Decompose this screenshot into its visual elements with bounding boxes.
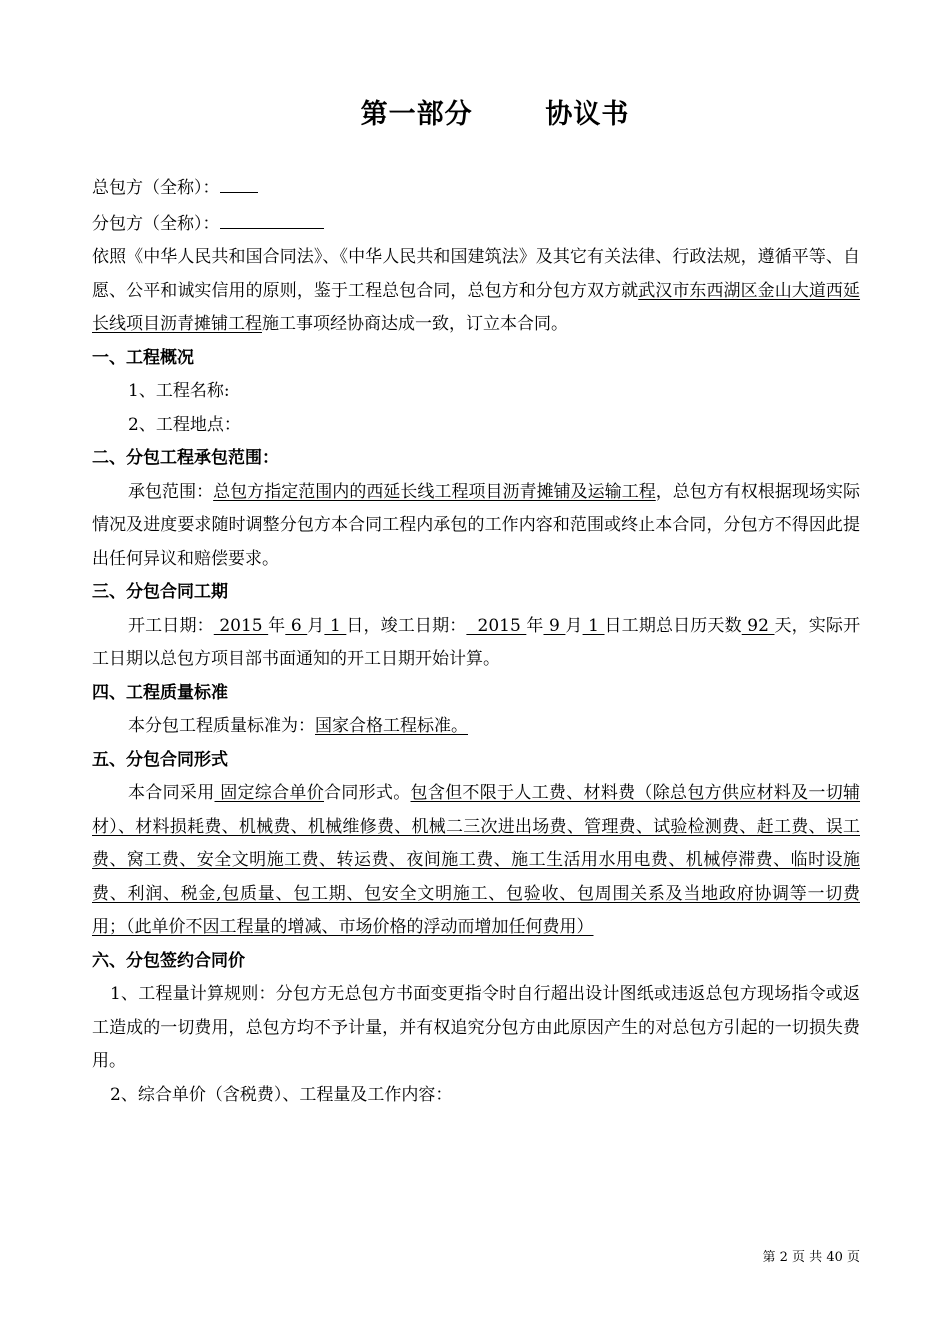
start-label: 开工日期： bbox=[128, 615, 214, 636]
start-year: 2015 bbox=[213, 615, 269, 636]
end-year: 2015 bbox=[466, 615, 527, 636]
day-unit-1: 日，竣工日期： bbox=[346, 615, 467, 636]
scope-text: 总包方指定范围内的西延长线工程项目沥青摊铺及运输工程 bbox=[213, 481, 656, 502]
year-unit-1: 年 bbox=[268, 615, 286, 636]
subcontractor-blank bbox=[220, 206, 324, 229]
year-unit-2: 年 bbox=[526, 615, 544, 636]
scope-label: 承包范围： bbox=[128, 481, 214, 502]
duration-rest: 天，实际开工日期以总包方项目部书面通知的开工日期开始计算。 bbox=[92, 615, 861, 669]
scope-rest: ，总包方有权根据现场实际情况及进度要求随时调整分包方本合同工程内承包的工作内容和范围或终止本合同，分包方不得因此提出任何异议和赔偿要求。 bbox=[92, 481, 861, 569]
section4-paragraph bbox=[92, 710, 860, 744]
section4-heading: 四、工程质量标准 bbox=[92, 682, 228, 703]
section1-item2: 2、工程地点： bbox=[128, 414, 241, 435]
intro-text-1: 依照《中华人民共和国合同法》、《中华人民共和国建筑法》及其它有关法律、行政法规，遵循平等、自愿、公平和诚实信用的原则，鉴于工程总包合同，总包方和分包方双方就 bbox=[92, 247, 860, 301]
section6-item1: 1、工程量计算规则：分包方无总包方书面变更指令时自行超出设计图纸或违返总包方现场指令或返工造成的一切费用，总包方均不予计量，并有权追究分包方由此原因产生的对总包方引起的一切损失费用。 bbox=[92, 984, 860, 1071]
intro-text-2: 施工事项经协商达成一致，订立本合同。 bbox=[262, 314, 568, 334]
page-number: 第 2 页 共 40 页 bbox=[762, 1250, 860, 1265]
section1-item1: 1、工程名称: bbox=[128, 381, 230, 401]
month-unit-1: 月 bbox=[307, 615, 325, 636]
total-days: 92 bbox=[741, 615, 775, 636]
page-title: 第一部分 协议书 bbox=[360, 99, 630, 130]
section3-paragraph bbox=[92, 610, 860, 677]
price-inclusions: 包含但不限于人工费、材料费（除总包方供应材料及一切辅材）、材料损耗费、机械费、机械维修费、机械二三次进出场费、管理费、试验检测费、赶工费、误工费、窝工费、安全文明施工费、转运费、夜间施工费、施工生活用水用电费、机械停滞费、临时设施费、利润、税金,包质量、包工期、包安全文明施工、包验收、包周围关系及当地政府协调等一切费用；（此单价不因工程量的增减、市场价格的浮动而增加任何费用） bbox=[92, 783, 861, 937]
subcontractor-line bbox=[92, 206, 860, 242]
intro-paragraph bbox=[92, 241, 860, 342]
contractor-label: 总包方（全称）： bbox=[92, 178, 220, 198]
document-body bbox=[92, 170, 860, 1112]
section1-heading: 一、工程概况 bbox=[92, 347, 194, 368]
end-day: 1 bbox=[582, 615, 605, 636]
quality-label: 本分包工程质量标准为： bbox=[128, 716, 315, 736]
form-mid: 合同形式。 bbox=[324, 783, 411, 803]
project-name: 武汉市东西湖区金山大道西延长线项目沥青摊铺工程 bbox=[92, 280, 861, 334]
section3-heading: 三、分包合同工期 bbox=[92, 582, 228, 602]
contractor-blank bbox=[220, 170, 258, 193]
start-month: 6 bbox=[285, 615, 308, 636]
section6-item2: 2、综合单价（含税费）、工程量及工作内容： bbox=[110, 1084, 453, 1105]
section5-paragraph bbox=[92, 777, 860, 945]
section2-paragraph bbox=[92, 476, 860, 577]
contract-form: 固定综合单价 bbox=[214, 783, 325, 803]
day-unit-2: 日工期总日历天数 bbox=[604, 615, 742, 636]
subcontractor-label: 分包方（全称）： bbox=[92, 213, 220, 234]
contractor-line bbox=[92, 170, 860, 206]
start-day: 1 bbox=[324, 615, 347, 636]
section2-heading: 二、分包工程承包范围： bbox=[92, 448, 279, 468]
quality-standard: 国家合格工程标准。 bbox=[315, 716, 468, 736]
form-label: 本合同采用 bbox=[128, 783, 215, 803]
section5-heading: 五、分包合同形式 bbox=[92, 749, 228, 770]
section6-heading: 六、分包签约合同价 bbox=[92, 950, 245, 971]
end-month: 9 bbox=[543, 615, 566, 636]
month-unit-2: 月 bbox=[565, 615, 583, 636]
